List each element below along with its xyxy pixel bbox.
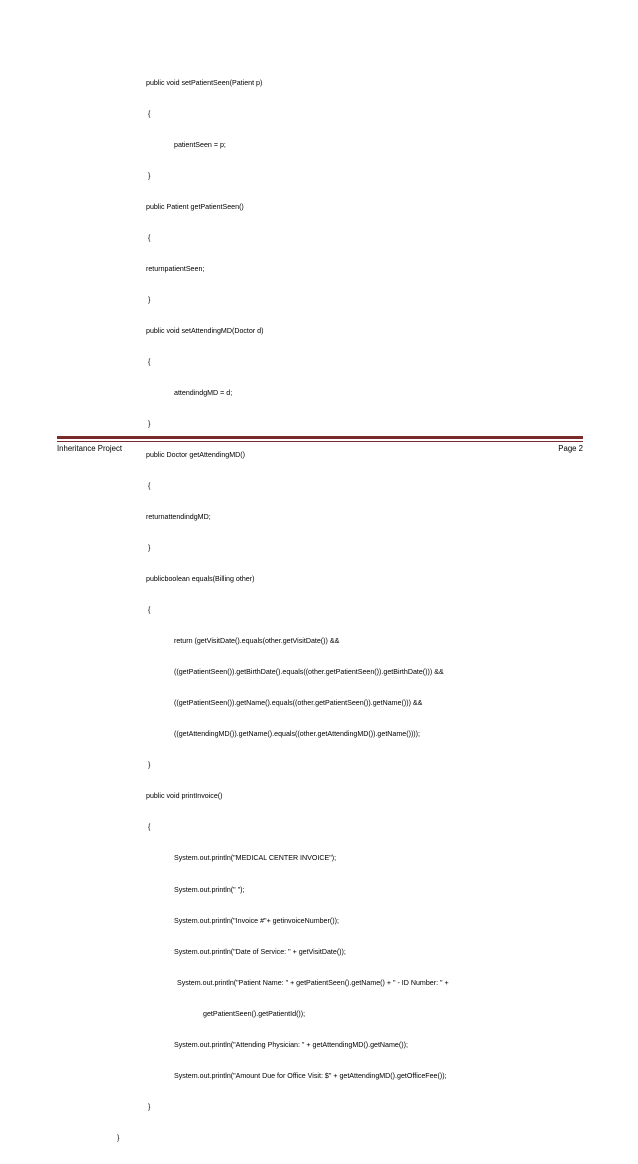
code-line: returnpatientSeen; (146, 264, 205, 273)
code-line: ((getAttendingMD()).getName().equals((other.getAttendingMD()).getName()))); (174, 730, 420, 739)
page-number: Page 2 (558, 444, 583, 453)
code-line: public Doctor getAttendingMD() (146, 451, 245, 460)
code-line: } (148, 761, 151, 770)
code-line: System.out.println(" "); (174, 885, 245, 894)
code-line: } (148, 295, 151, 304)
code-line: } (148, 171, 151, 180)
code-line: System.out.println("MEDICAL CENTER INVOICE"); (174, 854, 337, 863)
code-line: } (117, 1133, 120, 1142)
code-line: attendindgMD = d; (174, 389, 233, 397)
code-line: { (148, 482, 151, 491)
code-block (0, 57, 638, 1164)
code-line: { (148, 109, 151, 118)
code-line: public void printInvoice() (146, 792, 223, 801)
code-line: return (getVisitDate().equals(other.getVisitDate()) && (174, 637, 340, 646)
code-line: ((getPatientSeen()).getBirthDate().equals((other.getPatientSeen()).getBirthDate())) && (174, 668, 444, 677)
footer-divider (57, 436, 583, 439)
code-line: { (148, 606, 151, 615)
footer-divider-thin (57, 441, 583, 442)
code-line: } (148, 420, 151, 429)
code-line: } (148, 1102, 151, 1111)
code-line: System.out.println("Amount Due for Office Visit: $" + getAttendingMD().getOfficeFee()); (174, 1071, 447, 1080)
code-line: returnattendindgMD; (146, 513, 211, 522)
footer-title: Inheritance Project (57, 444, 123, 453)
code-line: } (148, 544, 151, 553)
code-line: patientSeen = p; (174, 140, 226, 149)
code-line: { (148, 823, 151, 832)
code-line: public void setPatientSeen(Patient p) (146, 78, 263, 87)
code-line: { (148, 357, 151, 366)
code-line: publicboolean equals(Billing other) (146, 575, 255, 584)
code-line: public void setAttendingMD(Doctor d) (146, 326, 264, 335)
code-line: { (148, 233, 151, 242)
code-line: System.out.println("Attending Physician: " + getAttendingMD().getName()); (174, 1040, 408, 1049)
code-line: getPatientSeen().getPatientId()); (203, 1009, 306, 1018)
code-line: System.out.println("Invoice #"+ getinvoiceNumber()); (174, 916, 339, 925)
code-line: System.out.println("Patient Name: " + getPatientSeen().getName() + " - ID Number: " + (177, 978, 449, 987)
code-line: System.out.println("Date of Service: " + getVisitDate()); (174, 947, 346, 956)
code-line: public Patient getPatientSeen() (146, 202, 244, 211)
code-line: ((getPatientSeen()).getName().equals((other.getPatientSeen()).getName())) && (174, 699, 423, 708)
